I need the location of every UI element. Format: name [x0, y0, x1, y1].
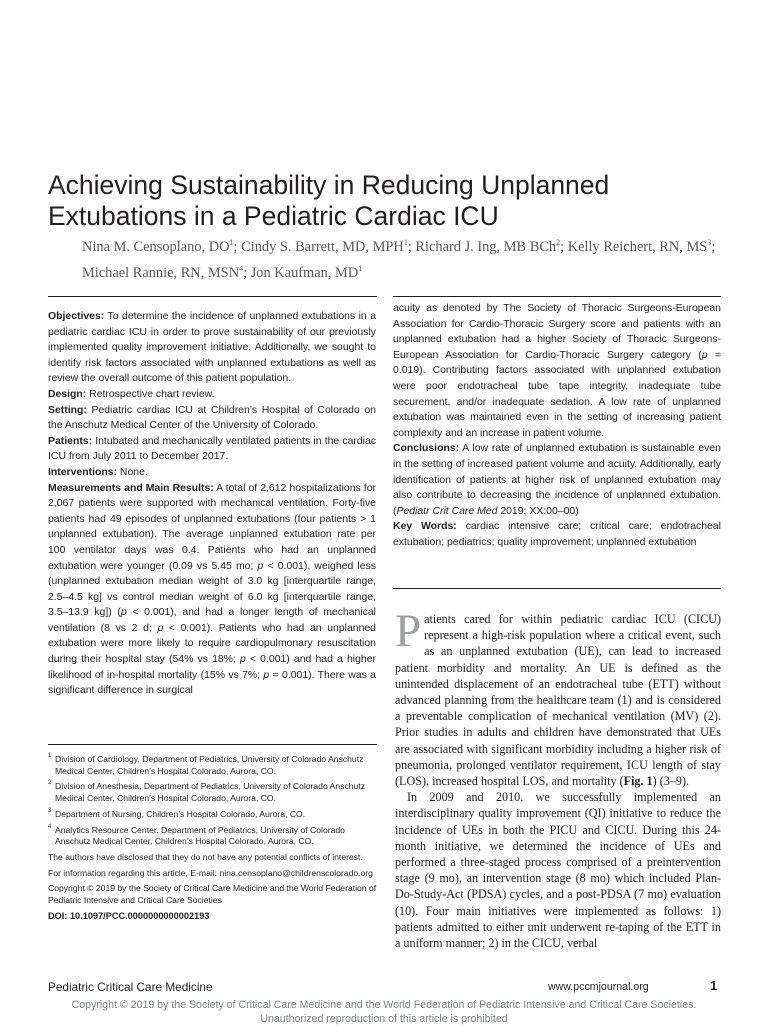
- design-label: Design:: [48, 388, 87, 400]
- footnote-copyright: [48, 883, 378, 906]
- design-text: Retrospective chart review.: [86, 388, 215, 400]
- abstract-design: [48, 387, 376, 403]
- author-affiliation-marker: 3: [707, 238, 712, 247]
- footnote-text: Division of Anesthesia, Department of Pediatrics, University of Colorado Anschutz Medical Center, Children’s Hospital Colorado, Aurora, CO.: [55, 781, 365, 803]
- p-value-symbol: p: [240, 654, 246, 666]
- abstract-right-column: [393, 301, 721, 551]
- author-separator: ;: [560, 238, 568, 255]
- setting-label: Setting:: [48, 404, 87, 416]
- figure-reference: Fig. 1: [623, 774, 653, 789]
- p-value-symbol: p: [257, 560, 264, 572]
- results-text-b: < 0.001), weighed less (unplanned extubation median weight of 3.0 kg [interquartile range, 2.5–4.5 kg] vs control median weight of 6.0 kg [interquartile range, 3.5–13.9 kg]) (: [48, 560, 376, 619]
- abstract-top-rule-right: [393, 296, 721, 297]
- interventions-label: Interventions:: [48, 466, 118, 478]
- footer-journal-url: www.pccmjournal.org: [548, 981, 649, 993]
- results-text-a: A total of 2,612 hospitalizations for 2,067 patients were supported with mechanical ventilation. Forty-five patients had 49 episodes of unplanned extubations (four patients > 1 unplanned extubation). The average unplanned extubation rate per 100 ventilator days was 0.4. Patients who had an unplanned extubation were younger (0.09 vs 5.45 mo;: [48, 482, 376, 572]
- footnote-contact: [48, 868, 378, 880]
- author-affiliation-marker: 1: [229, 238, 234, 247]
- results-text-d: < 0.001). Patients who had an unplanned extubation were more likely to require cardiopulmonary resuscitation during their hospital stay (54% vs 18%;: [48, 622, 376, 666]
- footnote-text: The authors have disclosed that they do not have any potential conflicts of interest.: [48, 851, 363, 862]
- drop-cap: P: [395, 605, 422, 657]
- abstract-patients: [48, 434, 376, 465]
- abstract-objectives: [48, 309, 376, 387]
- author-separator: ;: [233, 238, 242, 255]
- author-affiliation-marker: 2: [556, 238, 561, 247]
- body-paragraph-1: [395, 605, 721, 789]
- footnote-text: Division of Cardiology, Department of Pediatrics, University of Colorado Anschutz Medical Center, Children’s Hospital Colorado, Aurora, CO.: [55, 754, 364, 776]
- footnote-marker: 4: [48, 823, 52, 830]
- title-line-2: Extubations in a Pediatric Cardiac ICU: [48, 200, 499, 231]
- footnote-affiliation-2: [48, 781, 378, 804]
- author-list: [82, 232, 732, 284]
- copyright-notice-line-2: Unauthorized reproduction of this article is prohibited: [260, 1013, 508, 1025]
- author-separator: ;: [243, 264, 251, 281]
- author-affiliation-marker: 1: [358, 263, 363, 273]
- conclusions-label: Conclusions:: [393, 443, 460, 455]
- title-line-1: Achieving Sustainability in Reducing Unplanned: [48, 169, 610, 200]
- author-name: Kelly Reichert, RN, MS: [567, 238, 708, 255]
- footnote-marker: 3: [48, 807, 52, 814]
- author-name: Jon Kaufman, MD: [250, 264, 359, 281]
- footnote-text: Analytics Resource Center, Department of Pediatrics, University of Colorado Anschutz Medical Center, Children’s Hospital Colorado, Aurora, CO.: [55, 824, 345, 847]
- author-name: Nina M. Censoplano, DO: [82, 238, 230, 255]
- interventions-text: None.: [117, 466, 148, 478]
- footnote-affiliation-3: [48, 809, 378, 821]
- patients-text: Intubated and mechanically ventilated patients in the cardiac ICU from July 2011 to December 2017.: [48, 435, 376, 463]
- results-text-e: < 0.001) and had a higher likelihood of in-hospital mortality (15% vs 7%;: [48, 654, 376, 681]
- p-value-symbol: p: [157, 622, 164, 634]
- objectives-label: Objectives:: [48, 311, 105, 322]
- footnote-conflicts: [48, 852, 378, 864]
- author-separator: ;: [407, 238, 416, 255]
- body-paragraph-2: In 2009 and 2010, we successfully implemented an interdisciplinary quality improvement (QI) initiative to reduce the incidence of UEs in both the PICU and CICU. During this 24-month initiative, we determined the incidence of UEs and performed a three-staged process comprised of a preintervention stage (9 mo), an intervention stage (8 mo) which included Plan-Do-Study-Act (PDSA) cycles, and a post-PDSA (7 mo) evaluation (10). Four main initiatives were implemented as follows: 1) patients admitted to either unit underwent re-taping of the ETT in a uniform manner; 2) in the CICU, verbal: [395, 790, 721, 951]
- abstract-results: [48, 481, 376, 699]
- author-separator: ;: [711, 238, 716, 255]
- footnote-text: Department of Nursing, Children’s Hospital Colorado, Aurora, CO.: [55, 808, 306, 819]
- copyright-notice: [0, 998, 768, 1026]
- patients-label: Patients:: [48, 435, 93, 447]
- footnote-affiliation-1: [48, 754, 378, 777]
- author-affiliation-marker: 1: [403, 238, 408, 247]
- abstract-top-rule-left: [48, 296, 377, 297]
- conclusions-text: A low rate of unplanned extubation is sustainable even in the setting of increased patient volume and acuity. Additionally, early identification of patients at higher risk of unplanned extubation may also contribute to decreasing the incidence of unplanned extubation. (: [393, 443, 721, 517]
- footnote-rule: [48, 744, 377, 745]
- setting-text: Pediatric cardiac ICU at Children’s Hospital of Colorado on the Anschutz Medical Center of the University of Colorado.: [48, 404, 376, 432]
- abstract-interventions: [48, 465, 376, 481]
- abstract-setting: [48, 403, 376, 434]
- results-label: Measurements and Main Results:: [48, 482, 214, 494]
- keywords-label: Key Words:: [393, 521, 457, 533]
- copyright-notice-line-1: Copyright © 2019 by the Society of Critical Care Medicine and the World Federation of Pediatric Intensive and Critical Care Societies.: [71, 999, 697, 1011]
- results-text-g: = 0.019). Contributing factors associated with unplanned extubation were poor endotracheal tube tape integrity, inadequate tube securement, and/or inadequate sedation. A low rate of unplanned extubation was maintained even in the setting of increasing patient complexity and an increase in patient volume.: [393, 349, 721, 439]
- footnote-affiliation-4: [48, 825, 378, 848]
- doi-text: DOI: 10.1097/PCC.0000000000002193: [48, 910, 210, 921]
- abstract-bottom-rule: [393, 588, 721, 589]
- article-title: [48, 170, 728, 232]
- footnote-marker: 1: [48, 753, 52, 759]
- author-name: Richard J. Ing, MB BCh: [415, 238, 557, 255]
- author-name: Cindy S. Barrett, MD, MPH: [241, 238, 404, 255]
- p-value-symbol: p: [120, 607, 127, 619]
- footnote-text: For information regarding this article, E-mail: nina.censoplano@childrenscolorado.org: [48, 867, 373, 878]
- body-paragraph-1-text-b: ) (3–9).: [652, 774, 690, 789]
- results-text-c: < 0.001), and had a longer length of mechanical ventilation (8 vs 2 d;: [48, 607, 376, 634]
- footnote-marker: 2: [48, 780, 52, 787]
- footnote-doi: [48, 911, 378, 923]
- footnotes: [48, 754, 378, 927]
- results-text-f-continued: acuity as denoted by The Society of Thoracic Surgeons-European Association for Cardio-Thoracic Surgery score and patients with an unplanned extubation had a higher Society of Thoracic Surgeons-European Association for Cardio-Thoracic Surgery category (: [393, 303, 721, 361]
- body-paragraph-1-text-a: atients cared for within pediatric cardiac ICU (CICU) represent a high-risk population where a critical event, such as an unplanned extubation (UE), can lead to increased patient morbidity and mortality. An UE is defined as the unintended displacement of an endotracheal tube (ETT) without advanced planning from the healthcare team (1) and is considered a preventable complication of mechanical ventilation (MV) (2). Prior studies in adults and children have demonstrated that UEs are associated with significant morbidity including a higher risk of pneumonia, prolonged ventilator requirement, ICU length of stay (LOS), increased hospital LOS, and mortality (: [395, 612, 721, 789]
- results-text-f: = 0.001). There was a significant difference in surgical: [48, 669, 376, 697]
- p-value-symbol: p: [263, 669, 270, 681]
- author-name: Michael Rannie, RN, MSN: [82, 264, 240, 281]
- abstract-keywords: [393, 519, 721, 550]
- p-value-symbol: p: [701, 349, 708, 361]
- body-text: [395, 605, 721, 951]
- footnote-text: Copyright © 2019 by the Society of Critical Care Medicine and the World Federation of Pediatric Intensive and Critical Care Societies: [48, 883, 377, 906]
- citation-journal: Pediatr Crit Care Med: [396, 505, 498, 517]
- author-affiliation-marker: 4: [239, 263, 244, 273]
- page-number: 1: [710, 978, 718, 993]
- abstract-results-continued: [393, 301, 721, 441]
- abstract-conclusions: [393, 441, 721, 519]
- footer-journal-name: Pediatric Critical Care Medicine: [48, 980, 213, 994]
- keywords-text: cardiac intensive care; critical care; endotracheal extubation; pediatrics; quality improvement; unplanned extubation: [393, 521, 721, 548]
- abstract-left-column: [48, 309, 376, 699]
- citation-rest: 2019; XX:00–00): [497, 505, 579, 517]
- objectives-text: To determine the incidence of unplanned extubations in a pediatric cardiac ICU in order to prove sustainability of our previously implemented quality improvement initiative. Additionally, we sought to identify risk factors associated with unplanned extubations as well as review the overall outcome of this patient population.: [48, 311, 376, 385]
